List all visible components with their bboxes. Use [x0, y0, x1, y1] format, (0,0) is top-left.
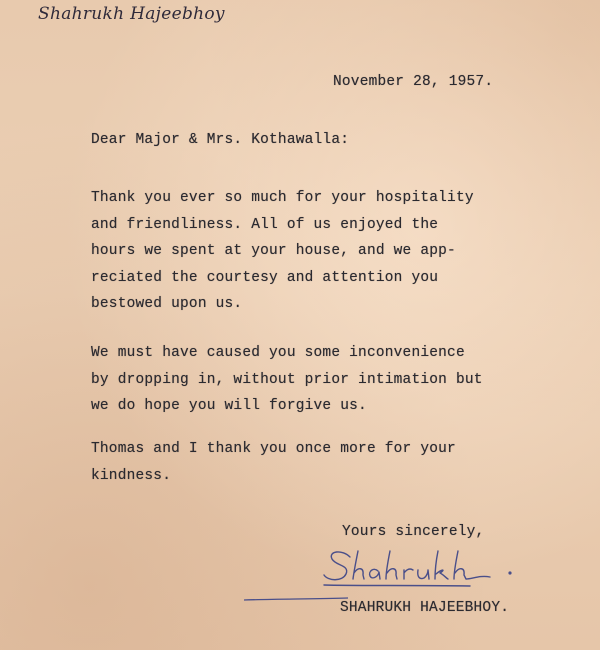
paragraph-line: We must have caused you some inconvenience: [91, 345, 465, 361]
paragraph-line: kindness.: [91, 467, 172, 484]
body-paragraph-2: [91, 340, 483, 420]
paragraph-line: bestowed upon us.: [91, 296, 243, 312]
paragraph-line: Thomas and I thank you once more for your: [91, 441, 456, 457]
letter-date: November 28, 1957.: [333, 74, 494, 90]
paragraph-line: Thank you ever so much for your hospitality: [91, 190, 474, 206]
salutation: Dear Major & Mrs. Kothawalla:: [91, 132, 350, 148]
paragraph-line: we do hope you will forgive us.: [91, 398, 367, 414]
letterhead-name: Shahrukh Hajeebhoy: [38, 4, 225, 24]
signature-underline: [244, 596, 348, 602]
paragraph-line: reciated the courtesy and attention you: [91, 269, 439, 286]
signatory-name: SHAHRUKH HAJEEBHOY.: [340, 600, 510, 616]
body-paragraph-3: [91, 436, 456, 489]
paragraph-line: hours we spent at your house, and we app-: [91, 243, 456, 259]
paragraph-line: and friendliness. All of us enjoyed the: [91, 216, 439, 233]
body-paragraph-1: [91, 185, 474, 318]
handwritten-signature: [320, 545, 535, 590]
closing: Yours sincerely,: [342, 524, 485, 540]
paragraph-line: by dropping in, without prior intimation but: [91, 371, 483, 388]
